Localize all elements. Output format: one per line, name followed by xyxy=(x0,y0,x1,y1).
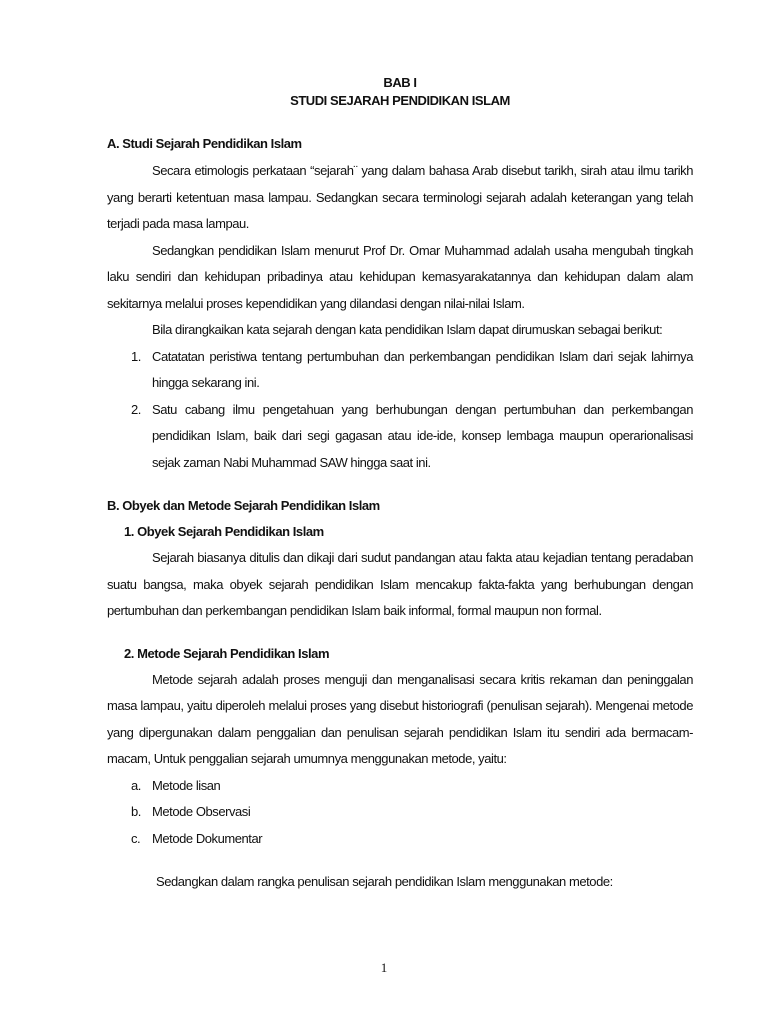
page-number: 1 xyxy=(380,960,388,975)
subsection-2-paragraph: Metode sejarah adalah proses menguji dan menganalisasi secara kritis rekaman dan peninggalan masa lampau, yaitu diperoleh melalui proses yang disebut historiografi (penulisan sejarah). Mengenai metode yang dipergunakan dalam penggalian dan penulisan sejarah pendidikan Islam itu sendiri ada bermacam-macam, Untuk penggalian sejarah umumnya menggunakan metode, yaitu: xyxy=(107,671,693,766)
list-letter: c. xyxy=(131,830,141,846)
list-text: Metode lisan xyxy=(152,777,221,793)
list-number: 1. xyxy=(131,348,141,364)
section-a-paragraph-2: Sedangkan pendidikan Islam menurut Prof Dr. Omar Muhammad adalah usaha mengubah tingkah laku sendiri dan kehidupan pribadinya atau kehidupan kemasyarakatannya dan kehidupan dalam alam sekitarnya melalui proses kependidikan yang dilandasi dengan nilai-nilai Islam. xyxy=(107,242,693,311)
chapter-label: BAB I xyxy=(383,75,417,90)
list-text: Catatatan peristiwa tentang pertumbuhan dan perkembangan pendidikan Islam dari sejak lahirnya hingga sekarang ini. xyxy=(152,348,693,390)
list-text: Metode Observasi xyxy=(152,804,251,819)
document-body xyxy=(107,74,693,896)
subsection-1-heading: 1. Obyek Sejarah Pendidikan Islam xyxy=(124,524,324,539)
list-item xyxy=(107,773,693,800)
section-a-heading: A. Studi Sejarah Pendidikan Islam xyxy=(107,136,302,151)
list-text: Satu cabang ilmu pengetahuan yang berhubungan dengan pertumbuhan dan perkembangan pendidikan Islam, baik dari segi gagasan atau ide-ide, konsep lembaga maupun operarionalisasi sejak zaman Nabi Muhammad SAW hingga saat ini. xyxy=(152,401,693,470)
closing-paragraph: Sedangkan dalam rangka penulisan sejarah pendidikan Islam menggunakan metode: xyxy=(156,874,613,889)
list-text: Metode Dokumentar xyxy=(152,830,263,846)
list-item xyxy=(107,397,693,477)
section-b-heading: B. Obyek dan Metode Sejarah Pendidikan Islam xyxy=(107,498,380,513)
subsection-1-paragraph: Sejarah biasanya ditulis dan dikaji dari sudut pandangan atau fakta atau kejadian tentang peradaban suatu bangsa, maka obyek sejarah pendidikan Islam mencakup fakta-fakta yang berhubungan dengan pertumbuhan dan perkembangan pendidikan Islam baik informal, formal maupun non formal. xyxy=(107,550,693,618)
list-letter: b. xyxy=(131,804,141,819)
list-item xyxy=(107,826,693,853)
subsection-2-heading: 2. Metode Sejarah Pendidikan Islam xyxy=(124,645,330,661)
list-item xyxy=(107,799,693,826)
list-item xyxy=(107,344,693,397)
document-title: STUDI SEJARAH PENDIDIKAN ISLAM xyxy=(290,93,510,108)
section-a-paragraph-1: Secara etimologis perkataan “sejarah¨ yang dalam bahasa Arab disebut tarikh, sirah atau ilmu tarikh yang berarti ketentuan masa lampau. Sedangkan secara terminologi sejarah adalah keterangan yang telah terjadi pada masa lampau. xyxy=(107,163,693,231)
section-a-paragraph-3: Bila dirangkaikan kata sejarah dengan kata pendidikan Islam dapat dirumuskan sebagai berikut: xyxy=(152,322,663,337)
list-number: 2. xyxy=(131,401,141,417)
list-letter: a. xyxy=(131,777,141,793)
